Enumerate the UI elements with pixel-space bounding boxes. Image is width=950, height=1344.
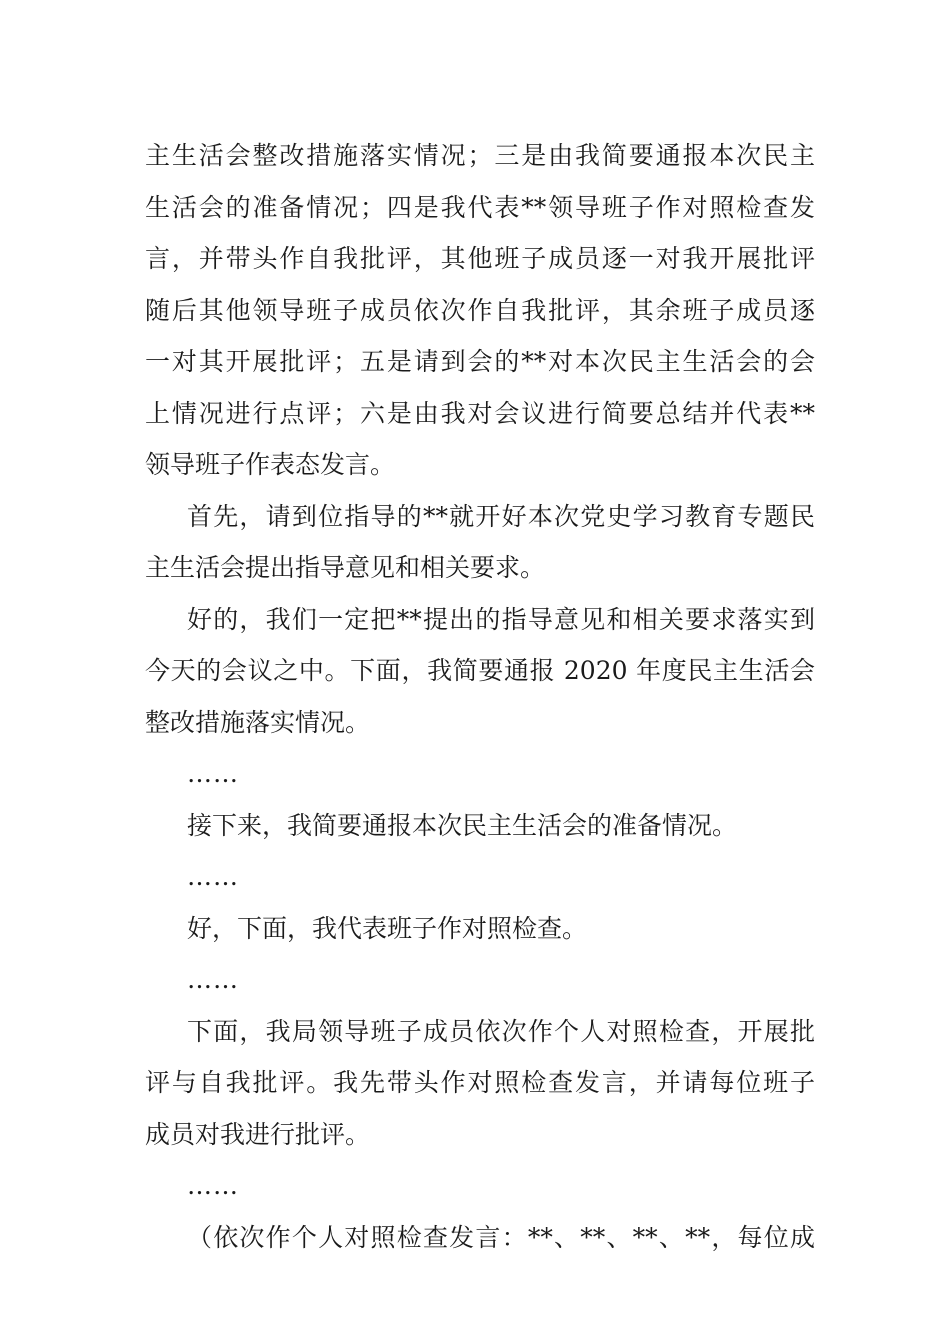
text-line: 言，并带头作自我批评，其他班子成员逐一对我开展批评 — [145, 244, 815, 273]
text-line: 随后其他领导班子成员依次作自我批评，其余班子成员逐 — [145, 295, 815, 325]
paragraph-individual-checks — [145, 1006, 815, 1161]
paragraph-guidance-request — [145, 491, 815, 594]
text-line: 主生活会整改措施落实情况；三是由我简要通报本次民主 — [145, 141, 815, 170]
text-line: 主生活会提出指导意见和相关要求。 — [145, 553, 546, 582]
text-line: 好，下面，我代表班子作对照检查。 — [187, 913, 588, 943]
ellipsis-marker: …… — [187, 965, 239, 994]
text-line: 成员对我进行批评。 — [145, 1119, 371, 1149]
ellipsis-marker: …… — [187, 759, 239, 788]
text-line: 今天的会议之中。下面，我简要通报 2020 年度民主生活会 — [145, 656, 815, 685]
text-line: 好的，我们一定把**提出的指导意见和相关要求落实到 — [187, 604, 815, 634]
paragraph-agenda-continued — [145, 130, 815, 491]
text-line: （依次作个人对照检查发言：**、**、**、**，每位成 — [187, 1222, 815, 1252]
text-line: 下面，我局领导班子成员依次作个人对照检查，开展批 — [187, 1016, 815, 1046]
document-body — [145, 130, 815, 1263]
ellipsis-marker: …… — [187, 862, 239, 891]
text-line: 一对其开展批评；五是请到会的**对本次民主生活会的会 — [145, 347, 815, 376]
paragraph-speaking-order — [145, 1212, 815, 1264]
text-line: 接下来，我简要通报本次民主生活会的准备情况。 — [187, 810, 738, 840]
ellipsis-marker: …… — [187, 1171, 239, 1200]
text-line: 整改措施落实情况。 — [145, 707, 371, 737]
text-line: 生活会的准备情况；四是我代表**领导班子作对照检查发 — [145, 192, 815, 222]
paragraph-preparation-report — [145, 800, 815, 852]
text-line: 领导班子作表态发言。 — [145, 450, 396, 479]
text-line: 首先，请到位指导的**就开好本次党史学习教育专题民 — [187, 501, 815, 531]
text-line: 评与自我批评。我先带头作对照检查发言，并请每位班子 — [145, 1068, 815, 1097]
text-line: 上情况进行点评；六是由我对会议进行简要总结并代表** — [145, 398, 815, 428]
paragraph-rectification-report — [145, 594, 815, 749]
paragraph-team-check — [145, 903, 815, 955]
